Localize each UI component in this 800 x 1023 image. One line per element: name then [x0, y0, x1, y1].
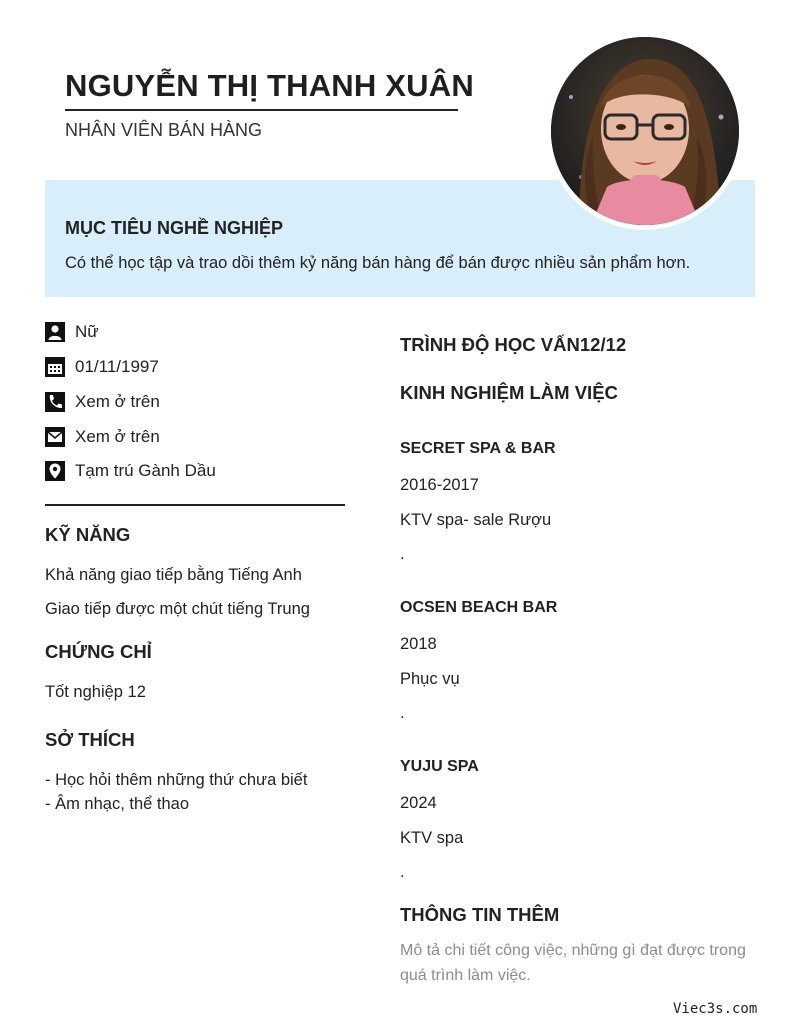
skills-title: KỸ NĂNG	[45, 524, 131, 545]
job-role: KTV spa- sale Rượu	[400, 511, 552, 529]
calendar-icon	[45, 357, 65, 377]
hobby-item: - Học hỏi thêm những thứ chưa biết	[45, 771, 308, 789]
gender-value: Nữ	[75, 322, 99, 341]
hobby-item: - Âm nhạc, thể thao	[45, 795, 189, 813]
candidate-name: NGUYỄN THỊ THANH XUÂN	[65, 68, 474, 103]
job-company: YUJU SPA	[400, 758, 479, 775]
hobbies-title: SỞ THÍCH	[45, 729, 135, 750]
job-period: 2024	[400, 794, 437, 812]
birthday-value: 01/11/1997	[75, 357, 159, 376]
job-note: .	[400, 545, 405, 563]
education-title: TRÌNH ĐỘ HỌC VẤN12/12	[400, 334, 627, 355]
divider	[45, 504, 345, 506]
phone-icon	[45, 392, 65, 412]
job-note: .	[400, 704, 405, 722]
mail-icon	[45, 427, 65, 447]
location-pin-icon	[45, 461, 65, 481]
address-value: Tạm trú Gành Dầu	[75, 461, 216, 480]
job-role: KTV spa	[400, 829, 464, 847]
job-role: Phục vụ	[400, 670, 460, 688]
skill-item: Giao tiếp được một chút tiếng Trung	[45, 600, 310, 618]
job-company: SECRET SPA & BAR	[400, 440, 556, 457]
name-underline	[65, 109, 458, 111]
job-period: 2016-2017	[400, 476, 479, 494]
certificate-item: Tốt nghiệp 12	[45, 683, 146, 701]
extra-info-title: THÔNG TIN THÊM	[400, 904, 560, 925]
info-email	[45, 427, 160, 447]
objective-title: MỤC TIÊU NGHỀ NGHIỆP	[65, 218, 284, 238]
avatar	[546, 32, 744, 230]
info-phone	[45, 392, 160, 412]
job-title: NHÂN VIÊN BÁN HÀNG	[65, 120, 263, 140]
info-gender	[45, 322, 99, 342]
experience-title: KINH NGHIỆM LÀM VIỆC	[400, 382, 618, 403]
job-period: 2018	[400, 635, 437, 653]
avatar-photo	[551, 37, 739, 225]
info-birthday	[45, 357, 159, 377]
email-value: Xem ở trên	[75, 427, 160, 446]
job-note: .	[400, 863, 405, 881]
watermark: Viec3s.com	[673, 1001, 758, 1017]
person-icon	[45, 322, 65, 342]
info-address	[45, 461, 216, 481]
objective-text: Có thể học tập và trao dồi thêm kỷ năng bán hàng để bán được nhiều sản phẩm hơn.	[65, 254, 691, 272]
extra-info-text: Mô tả chi tiết công việc, những gì đạt được trong quá trình làm việc.	[400, 942, 746, 984]
skill-item: Khả năng giao tiếp bằng Tiếng Anh	[45, 566, 302, 584]
job-company: OCSEN BEACH BAR	[400, 599, 558, 616]
certificates-title: CHỨNG CHỈ	[45, 641, 152, 662]
phone-value: Xem ở trên	[75, 392, 160, 411]
